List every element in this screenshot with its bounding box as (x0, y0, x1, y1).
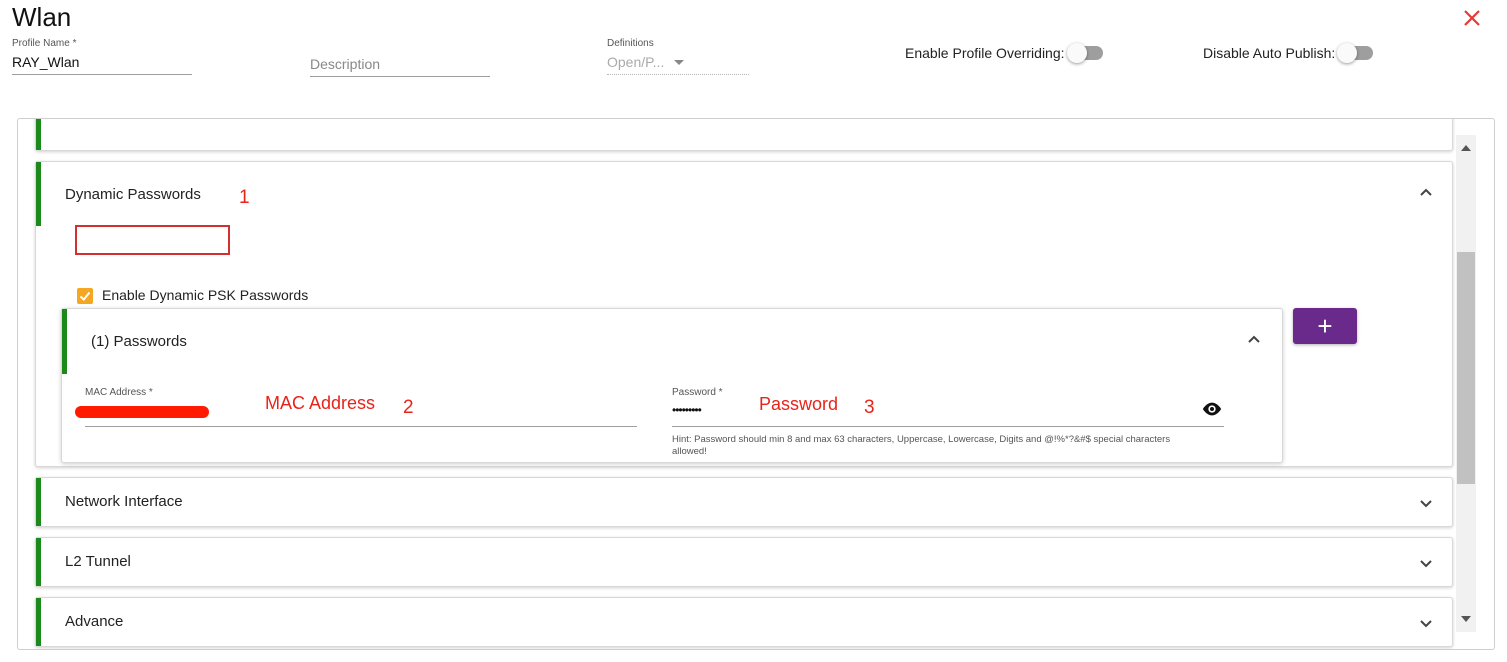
annotation-password: Password (759, 394, 839, 414)
section-accent (36, 538, 41, 586)
section-accent (36, 598, 41, 646)
profile-name-input[interactable]: RAY_Wlan (12, 49, 192, 75)
annotation-number-3: 3 (864, 397, 875, 418)
scroll-up-arrow-icon[interactable] (1461, 145, 1471, 151)
advance-title: Advance (65, 613, 124, 630)
section-accent (36, 118, 41, 150)
enable-profile-overriding-label: Enable Profile Overriding: (905, 45, 1065, 61)
definitions-label: Definitions (607, 38, 654, 49)
chevron-up-icon[interactable] (1419, 187, 1433, 197)
chevron-down-icon[interactable] (1419, 619, 1433, 629)
chevron-down-icon[interactable] (1419, 499, 1433, 509)
card-accent (62, 309, 67, 374)
disable-auto-publish-label: Disable Auto Publish: (1203, 45, 1336, 61)
password-hint: Hint: Password should min 8 and max 63 characters, Uppercase, Lowercase, Digits and @!%*?&#$ special characters allowed! (672, 434, 1171, 457)
annotation-mac-address: MAC Address (265, 393, 376, 413)
sections-container (17, 118, 1495, 650)
annotation-box (75, 225, 230, 255)
toggle-knob (1067, 43, 1087, 63)
dropdown-caret-icon (674, 60, 684, 65)
l2-tunnel-title: L2 Tunnel (65, 553, 131, 570)
passwords-card (61, 308, 1283, 463)
chevron-down-icon[interactable] (1419, 559, 1433, 569)
chevron-up-icon[interactable] (1247, 334, 1261, 344)
eye-icon[interactable] (1201, 398, 1223, 420)
passwords-card-title[interactable]: (1) Passwords (91, 333, 187, 350)
password-label: Password * (672, 387, 723, 398)
network-interface-panel[interactable] (35, 477, 1453, 527)
disable-auto-publish (1203, 45, 1373, 61)
password-field[interactable] (672, 387, 1224, 427)
dynamic-passwords-title[interactable]: Dynamic Passwords (65, 186, 201, 203)
definitions-value: Open/P... (607, 54, 665, 70)
previous-section-panel (35, 118, 1453, 151)
disable-auto-publish-toggle[interactable] (1339, 46, 1373, 60)
description-input[interactable]: Description (310, 51, 490, 77)
profile-name-field[interactable] (12, 38, 192, 75)
section-accent (36, 478, 41, 526)
enable-profile-overriding (905, 45, 1103, 61)
definitions-select[interactable] (607, 49, 749, 75)
network-interface-title: Network Interface (65, 493, 183, 510)
redacted-mac-value (75, 406, 209, 418)
profile-name-label: Profile Name * (12, 38, 77, 49)
mac-address-underline (85, 426, 637, 427)
vertical-scrollbar[interactable] (1456, 135, 1476, 632)
password-input[interactable]: ••••••••• (672, 403, 701, 417)
mac-address-label: MAC Address * (85, 387, 153, 398)
definitions-field[interactable] (607, 38, 749, 75)
password-underline (672, 426, 1224, 427)
close-icon[interactable] (1462, 8, 1482, 28)
annotation-number-2: 2 (403, 397, 414, 418)
l2-tunnel-panel[interactable] (35, 537, 1453, 587)
section-accent (36, 162, 41, 226)
dynamic-passwords-panel (35, 161, 1453, 467)
enable-profile-overriding-toggle[interactable] (1069, 46, 1103, 60)
add-password-button[interactable]: + (1293, 308, 1357, 344)
description-field[interactable] (310, 51, 490, 77)
check-icon (77, 288, 93, 304)
page-title: Wlan (12, 2, 72, 32)
enable-dynamic-psk-label: Enable Dynamic PSK Passwords (102, 287, 309, 303)
scroll-thumb[interactable] (1457, 252, 1475, 484)
scroll-down-arrow-icon[interactable] (1461, 616, 1471, 622)
enable-dynamic-psk-checkbox[interactable] (77, 288, 93, 304)
advance-panel[interactable] (35, 597, 1453, 647)
toggle-knob (1337, 43, 1357, 63)
annotation-number-1: 1 (239, 187, 250, 208)
